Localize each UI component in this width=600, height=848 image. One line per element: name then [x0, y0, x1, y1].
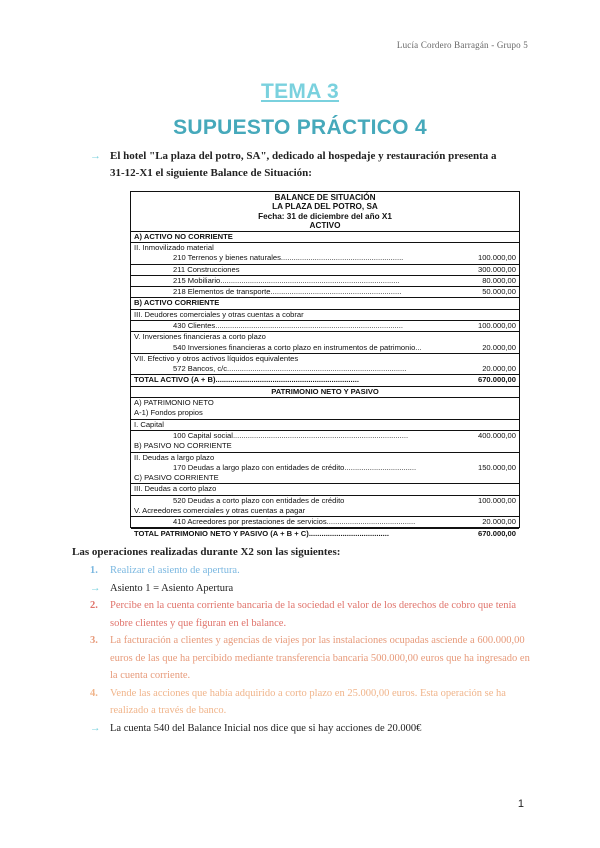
balance-row	[131, 331, 519, 342]
page-number: 1	[517, 798, 524, 810]
header-author: Lucía Cordero Barragán - Grupo 5	[396, 40, 528, 50]
balance-row	[131, 374, 519, 385]
balance-row-value: 50.000,00	[482, 287, 516, 297]
balance-row	[131, 452, 519, 463]
balance-row	[131, 297, 519, 308]
balance-row	[131, 242, 519, 253]
balance-row	[131, 473, 519, 483]
balance-row-label: I. Capital	[134, 419, 164, 429]
balance-activo-title: ACTIVO	[309, 221, 341, 231]
balance-row-label: II. Inmovilizado material	[134, 242, 214, 252]
balance-row-value: 670.000,00	[477, 375, 516, 385]
balance-row	[131, 528, 519, 539]
balance-row-label: VII. Efectivo y otros activos líquidos equivalentes	[134, 353, 299, 363]
balance-row	[131, 231, 519, 242]
balance-company: LA PLAZA DEL POTRO, SA	[272, 202, 378, 212]
balance-row-label: 215 Mobiliario.....................................................................................	[173, 275, 400, 285]
activo-rows	[131, 231, 519, 386]
operation-text: Realizar el asiento de apertura.	[110, 565, 240, 576]
balance-row-value: 300.000,00	[477, 264, 516, 274]
balance-row-value: 100.000,00	[477, 253, 516, 263]
operation-item	[90, 632, 540, 685]
balance-row	[131, 463, 519, 473]
balance-row-label: III. Deudores comerciales y otras cuentas a cobrar	[134, 309, 304, 319]
balance-row-label: B) PASIVO NO CORRIENTE	[134, 441, 232, 451]
list-number: 1.	[90, 565, 98, 576]
balance-row	[131, 264, 519, 275]
pasivo-rows	[131, 397, 519, 539]
balance-row-label: A-1) Fondos propios	[134, 408, 203, 418]
balance-row-label: C) PASIVO CORRIENTE	[134, 473, 219, 483]
balance-row	[131, 408, 519, 418]
balance-row	[131, 441, 519, 451]
balance-header	[131, 192, 519, 231]
arrow-icon: →	[90, 722, 101, 734]
balance-row-label: 430 Clientes.........................................................................................	[173, 321, 403, 330]
balance-row-label: 210 Terrenos y bienes naturales..........................................................	[173, 253, 404, 263]
balance-row-label: 572 Bancos, c/c.....................................................................................	[173, 364, 407, 374]
intro-paragraph	[90, 148, 510, 182]
operations-list	[90, 562, 540, 737]
operation-text: La facturación a clientes y agencias de viajes por las instalaciones ocupadas asciende a 600.000,00 euros de las que ha percibido mediante transferencia bancaria 500.000,00 euros que ha ingresado en la cuenta corriente.	[110, 635, 530, 681]
balance-date: Fecha: 31 de diciembre del año X1	[258, 211, 392, 221]
balance-row-label: TOTAL ACTIVO (A + B)....................................................................	[134, 375, 359, 385]
intro-line-1: El hotel "La plaza del potro, SA", dedicado al hospedaje y restauración presenta a	[110, 150, 497, 162]
balance-row	[131, 320, 519, 331]
page-title-supuesto: SUPUESTO PRÁCTICO 4	[173, 116, 427, 139]
balance-row-label: 170 Deudas a largo plazo con entidades de crédito..................................	[173, 462, 417, 472]
balance-sheet-table	[130, 191, 520, 538]
balance-row-label: TOTAL PATRIMONIO NETO Y PASIVO (A + B + C)......................................	[134, 528, 389, 538]
balance-row	[131, 495, 519, 506]
balance-row-value: 20.000,00	[482, 342, 516, 352]
balance-row	[131, 309, 519, 320]
operation-item	[90, 597, 540, 632]
balance-row-label: A) ACTIVO NO CORRIENTE	[134, 231, 233, 241]
balance-row	[131, 353, 519, 364]
balance-row-value: 100.000,00	[477, 495, 516, 505]
balance-row-label: 100 Capital social...................................................................................	[173, 430, 409, 440]
balance-row-value: 80.000,00	[482, 275, 516, 285]
balance-row	[131, 419, 519, 430]
balance-row-label: 218 Elementos de transporte..............................................................	[173, 287, 402, 297]
balance-row-value: 20.000,00	[482, 517, 516, 527]
balance-row-label: 540 Inversiones financieras a corto plazo en instrumentos de patrimonio...	[173, 342, 422, 352]
operation-item	[90, 685, 540, 720]
balance-row-label: V. Inversiones financieras a corto plazo	[134, 332, 266, 342]
balance-row	[131, 364, 519, 374]
balance-row-value: 20.000,00	[482, 364, 516, 374]
page-title-tema: TEMA 3	[260, 80, 340, 103]
operation-text: La cuenta 540 del Balance Inicial nos dice que si hay acciones de 20.000€	[110, 722, 422, 734]
balance-row	[131, 397, 519, 408]
balance-row	[131, 253, 519, 263]
arrow-icon: →	[90, 582, 101, 594]
balance-row-value: 150.000,00	[477, 462, 516, 472]
arrow-icon: →	[90, 150, 101, 162]
operation-item	[90, 562, 540, 580]
balance-row	[131, 430, 519, 441]
balance-row-label: 410 Acreedores por prestaciones de servicios..........................................	[173, 517, 416, 527]
balance-row-value: 400.000,00	[477, 430, 516, 440]
balance-row-label: 520 Deudas a corto plazo con entidades de crédito	[173, 495, 345, 505]
operation-text: Asiento 1 = Asiento Apertura	[110, 582, 234, 594]
balance-row	[131, 275, 519, 286]
balance-row	[131, 516, 519, 527]
balance-row-label: 211 Construcciones	[173, 264, 240, 274]
operation-text: Percibe en la cuenta corriente bancaria de la sociedad el valor de los derechos de cobro que tenía sobre clientes y que figuran en el balance.	[110, 600, 517, 629]
balance-row	[131, 506, 519, 516]
balance-row	[131, 483, 519, 494]
balance-row-label: A) PATRIMONIO NETO	[134, 398, 214, 408]
operation-item	[90, 580, 540, 598]
balance-row-value: 100.000,00	[477, 321, 516, 330]
operation-text: Vende las acciones que había adquirido a corto plazo en 25.000,00 euros. Esta operación se ha realizado a través de banco.	[110, 687, 506, 716]
list-number: 2.	[90, 600, 98, 611]
intro-line-2: 31-12-X1 el siguiente Balance de Situación:	[110, 167, 312, 179]
pasivo-section-title: PATRIMONIO NETO Y PASIVO	[131, 386, 519, 397]
balance-row-label: B) ACTIVO CORRIENTE	[134, 298, 220, 308]
balance-row-value: 670.000,00	[477, 528, 516, 538]
list-number: 3.	[90, 635, 98, 646]
balance-row-label: III. Deudas a corto plazo	[134, 484, 217, 494]
balance-row	[131, 343, 519, 353]
list-number: 4.	[90, 687, 98, 699]
balance-row	[131, 286, 519, 297]
operations-title: Las operaciones realizadas durante X2 son las siguientes:	[72, 546, 341, 558]
operation-item	[90, 720, 540, 738]
balance-row-label: II. Deudas a largo plazo	[134, 452, 215, 462]
balance-row-label: V. Acreedores comerciales y otras cuentas a pagar	[134, 506, 306, 516]
balance-title: BALANCE DE SITUACIÓN	[274, 193, 376, 202]
